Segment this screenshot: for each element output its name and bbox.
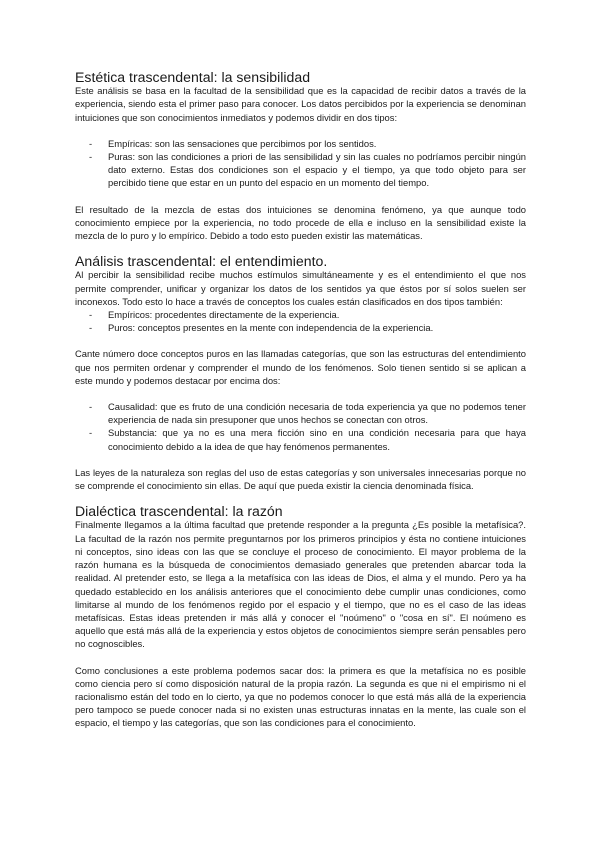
- bullet-dash: -: [89, 401, 93, 413]
- paragraph-dialectica-conclusion: Como conclusiones a este problema podemos sacar dos: la primera es que la metafísica no es posible como ciencia pero sí como disposición natural de la propia razón. La segunda es que ni el empirismo ni el racionalismo están del todo en lo cierto, ya que no podemos conocer lo que está más allá de la experiencia pero tampoco se puede conocer nada si no existen unas estructuras innatas en la mente, las cuale son el espacio, el tiempo y las categorías, que son las condiciones para el conocimiento.: [75, 664, 526, 729]
- bullet-list-categorias: [75, 400, 526, 453]
- bullet-list-conceptos: [75, 308, 526, 334]
- list-item: [75, 308, 526, 321]
- section-heading-estetica: Estética trascendental: la sensibilidad: [75, 69, 311, 85]
- list-item-text: Causalidad: que es fruto de una condición necesaria de toda experiencia ya que no podemos tener experiencia de nada sin presuponer que unos hechos se conectan con otros.: [108, 401, 526, 426]
- bullet-dash: -: [89, 137, 93, 149]
- section-heading-analitica: Análisis trascendental: el entendimiento.: [75, 253, 328, 270]
- bullet-dash: -: [89, 151, 93, 163]
- bullet-list-intuiciones: [75, 137, 526, 190]
- list-item-text: Puras: son las condiciones a priori de las sensibilidad y sin las cuales no podríamos percibir ningún dato externo. Estas dos condiciones son el espacio y el tiempo, ya que todo objeto para ser percibido tiene que estar en un punto del espacio en un momento del tiempo.: [108, 151, 526, 189]
- paragraph-leyes: Las leyes de la naturaleza son reglas del uso de estas categorías y son universales innecesarias porque no se comprende el conocimiento sin ellas. De aquí que pueda existir la ciencia denominada física.: [75, 466, 526, 492]
- section-heading-dialectica: Dialéctica trascendental: la razón: [75, 503, 283, 520]
- list-item: [75, 400, 526, 426]
- paragraph-analitica-intro: Al percibir la sensibilidad recibe muchos estímulos simultáneamente y es el entendimiento el que nos permite comprender, unificar y organizar los datos de los sentidos ya que éstos por sí solos suelen ser inconexos. Todo esto lo hace a través de conceptos los cuales están clasificados en dos tipos también:: [75, 269, 526, 307]
- list-item-text: Empíricas: son las sensaciones que percibimos por los sentidos.: [108, 137, 377, 149]
- paragraph-estetica-intro: Este análisis se basa en la facultad de la sensibilidad que es la capacidad de recibir datos a través de la experiencia, siendo esta el primer paso para conocer. Los datos percibidos por la experiencia se denominan intuiciones que son conocimientos inmediatos y podemos dividir en dos tipos:: [75, 85, 526, 123]
- bullet-dash: -: [89, 427, 93, 439]
- list-item: [75, 426, 526, 452]
- list-item: [75, 137, 526, 150]
- list-item: [75, 321, 526, 334]
- list-item-text: Empíricos: procedentes directamente de la experiencia.: [108, 309, 340, 321]
- paragraph-categorias: Cante número doce conceptos puros en las llamadas categorías, que son las estructuras del entendimiento que nos permiten ordenar y comprender el mundo de los fenómenos. Solo tienen sentido si se aplican a este mundo y podemos destacar por encima dos:: [75, 348, 526, 386]
- list-item-text: Substancia: que ya no es una mera ficción sino en una condición necesaria para que haya conocimiento debido a la idea de que hay fenómenos permanentes.: [108, 427, 526, 452]
- list-item: [75, 150, 526, 190]
- bullet-dash: -: [89, 322, 93, 334]
- paragraph-estetica-conclusion: El resultado de la mezcla de estas dos intuiciones se denomina fenómeno, ya que aunque todo conocimiento empiece por la experiencia, no todo procede de ella e incluso en la sensibilidad existe la mezcla de lo puro y lo empírico. Debido a todo esto pueden existir las matemáticas.: [75, 203, 526, 242]
- bullet-dash: -: [89, 309, 93, 321]
- list-item-text: Puros: conceptos presentes en la mente con independencia de la experiencia.: [108, 322, 434, 334]
- document-page: [75, 71, 526, 730]
- paragraph-dialectica-body: Finalmente llegamos a la última facultad que pretende responder a la pregunta ¿Es posible la metafísica?. La facultad de la razón nos permite preguntarnos por los primeros principios y ésta no contiene intuiciones ni conceptos, sino ideas con las que se concluye el proceso de conocimiento. El mayor problema de la razón humana es la búsqueda de conocimientos demasiado generales que pretenden abarcar toda la realidad. Al pretender esto, se llega a la metafísica con las ideas de Dios, el alma y el mundo. Pero ya ha quedado establecido en los análisis anteriores que el conocimiento debe cumplir unas condiciones, como limitarse al mundo de los fenómenos regido por el espacio y el tiempo, que no es el caso de las ideas metafísicas. Estas ideas pretenden ir más allá y conocer el "noúmeno" o "cosa en sí". El noúmeno es aquello que está más allá de la experiencia y estos objetos de conocimientos siempre serán pensables pero no cognoscibles.: [75, 519, 526, 650]
